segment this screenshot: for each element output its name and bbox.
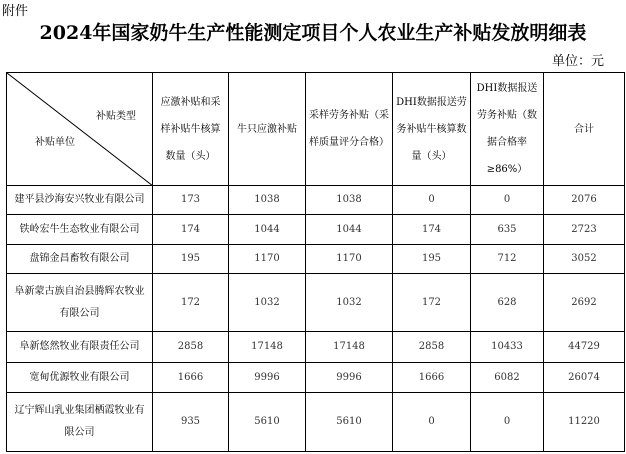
column-header: DHI数据报送劳务补贴牛核算数量（头） <box>393 73 471 186</box>
company-name: 建平县沙海安兴牧业有限公司 <box>7 186 153 215</box>
value-cell: 2076 <box>544 186 625 215</box>
value-cell: 5610 <box>306 393 393 452</box>
company-name: 阜新悠然牧业有限责任公司 <box>7 332 153 363</box>
column-header: 牛只应激补贴 <box>229 73 306 186</box>
value-cell: 1666 <box>153 363 229 393</box>
table-row <box>7 186 625 215</box>
value-cell: 10433 <box>471 332 544 363</box>
value-cell: 174 <box>393 215 471 245</box>
column-header: 合计 <box>544 73 625 186</box>
value-cell: 2723 <box>544 215 625 245</box>
unit-label: 单位：元 <box>551 54 604 69</box>
value-cell: 0 <box>471 393 544 452</box>
value-cell: 174 <box>153 215 229 245</box>
column-header: 采样劳务补贴（采样质量评分合格） <box>306 73 393 186</box>
header-subsidy-type: 补贴类型 <box>96 111 136 122</box>
diagonal-header-cell <box>7 73 153 186</box>
value-cell: 1170 <box>229 245 306 274</box>
value-cell: 1044 <box>229 215 306 245</box>
value-cell: 3052 <box>544 245 625 274</box>
company-name: 辽宁辉山乳业集团栖霞牧业有限公司 <box>7 393 153 452</box>
subsidy-table <box>6 72 625 452</box>
value-cell: 1044 <box>306 215 393 245</box>
table-header-row <box>7 73 625 186</box>
value-cell: 2692 <box>544 274 625 332</box>
header-subsidy-unit: 补贴单位 <box>35 137 75 148</box>
value-cell: 5610 <box>229 393 306 452</box>
value-cell: 11220 <box>544 393 625 452</box>
value-cell: 0 <box>471 186 544 215</box>
diagonal-line <box>7 73 153 186</box>
value-cell: 17148 <box>229 332 306 363</box>
value-cell: 172 <box>153 274 229 332</box>
table-row <box>7 393 625 452</box>
value-cell: 635 <box>471 215 544 245</box>
value-cell: 712 <box>471 245 544 274</box>
table-row <box>7 363 625 393</box>
value-cell: 1032 <box>229 274 306 332</box>
value-cell: 1038 <box>306 186 393 215</box>
value-cell: 9996 <box>229 363 306 393</box>
table-row <box>7 245 625 274</box>
company-name: 宽甸优源牧业有限公司 <box>7 363 153 393</box>
value-cell: 195 <box>393 245 471 274</box>
value-cell: 17148 <box>306 332 393 363</box>
value-cell: 26074 <box>544 363 625 393</box>
table-row <box>7 274 625 332</box>
company-name: 阜新蒙古族自治县腾辉农牧业有限公司 <box>7 274 153 332</box>
value-cell: 1038 <box>229 186 306 215</box>
value-cell: 1170 <box>306 245 393 274</box>
attachment-label: 附件 <box>2 4 29 19</box>
value-cell: 1032 <box>306 274 393 332</box>
value-cell: 173 <box>153 186 229 215</box>
value-cell: 9996 <box>306 363 393 393</box>
company-name: 铁岭宏牛生态牧业有限公司 <box>7 215 153 245</box>
table-row <box>7 332 625 363</box>
table-row <box>7 215 625 245</box>
page-title: 2024年国家奶牛生产性能测定项目个人农业生产补贴发放明细表 <box>39 22 587 44</box>
value-cell: 172 <box>393 274 471 332</box>
value-cell: 935 <box>153 393 229 452</box>
value-cell: 628 <box>471 274 544 332</box>
value-cell: 2858 <box>153 332 229 363</box>
value-cell: 2858 <box>393 332 471 363</box>
value-cell: 44729 <box>544 332 625 363</box>
value-cell: 0 <box>393 186 471 215</box>
value-cell: 0 <box>393 393 471 452</box>
value-cell: 6082 <box>471 363 544 393</box>
value-cell: 195 <box>153 245 229 274</box>
value-cell: 1666 <box>393 363 471 393</box>
column-header: 应激补贴和采样补贴牛核算数量（头） <box>153 73 229 186</box>
company-name: 盘锦金昌畜牧有限公司 <box>7 245 153 274</box>
column-header: DHI数据报送劳务补贴（数据合格率≥86%） <box>471 73 544 186</box>
